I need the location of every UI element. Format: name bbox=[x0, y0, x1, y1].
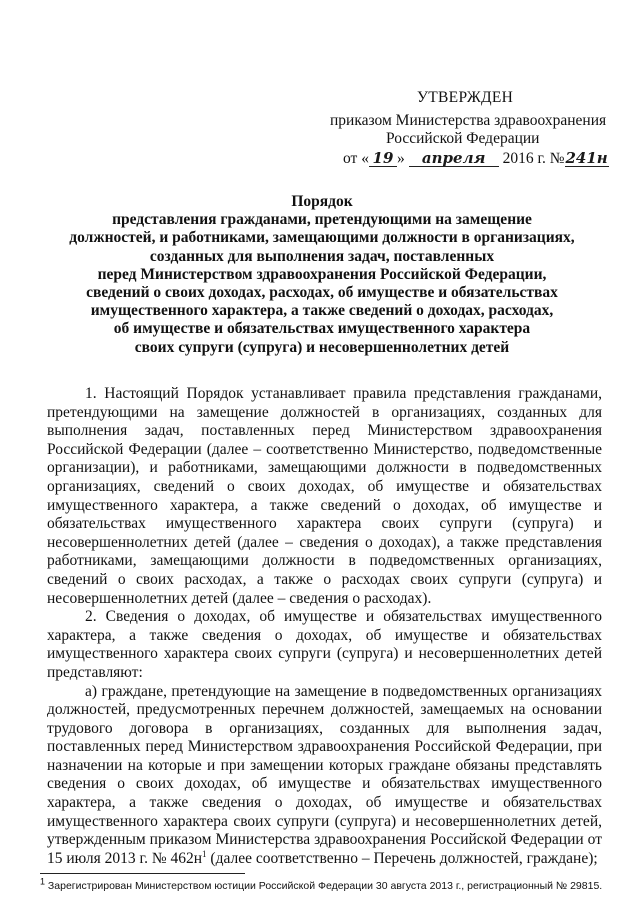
approval-order-line: приказом Министерства здравоохранения bbox=[330, 112, 607, 129]
document-body bbox=[47, 385, 602, 868]
title-line: представления гражданами, претендующими на замещение bbox=[112, 211, 532, 229]
approval-date-line bbox=[343, 149, 609, 168]
title-line: сведений о своих доходах, расходах, об имуществе и обязательствах bbox=[86, 284, 558, 302]
footnote-text: Зарегистрирован Министерством юстиции Российской Федерации 30 августа 2013 г., регистрационный № 29815. bbox=[45, 880, 603, 892]
handwritten-order-number: 241н bbox=[565, 149, 608, 167]
paragraph-1: 1. Настоящий Порядок устанавливает правила представления гражданами, претендующими на замещение должностей в организациях, созданных для выполнения задач, поставленных перед Министерством здравоохранения Российской Федерации (далее – соответственно Министерство, подведомственные организации), и работниками, замещающими должности в подведомственных организациях, сведений о своих доходах, об имуществе и обязательствах имущественного характера, а также сведений о доходах, об имуществе и обязательствах имущественного характера своих супруги (супруга) и несовершеннолетних детей (далее – сведения о доходах), а также представления работниками, замещающими должности в подведомственных организациях, сведений о своих расходах, а также о расходах своих супруги (супруга) и несовершеннолетних детей (далее – сведения о расходах). bbox=[47, 385, 602, 607]
paragraph-2: 2. Сведения о доходах, об имуществе и обязательствах имущественного характера, а также сведения о доходах, об имуществе и обязательствах имущественного характера своих супруги (супруга) и несовершеннолетних детей представляют: bbox=[47, 608, 602, 681]
year-text: 2016 г. № bbox=[502, 150, 565, 167]
footnote-reference: 1 bbox=[202, 848, 207, 859]
document-title bbox=[40, 193, 604, 357]
date-prefix: от « bbox=[343, 150, 369, 167]
title-line: перед Министерством здравоохранения Российской Федерации, bbox=[97, 265, 547, 283]
approved-heading: УТВЕРЖДЕН bbox=[417, 89, 514, 106]
paragraph-2a-text: а) граждане, претендующие на замещение в подведомственных организациях должностей, предусмотренных перечнем должностей, замещаемых на основании трудового договора в организациях, созданных для выполнения задач, поставленных перед Министерством здравоохранения Российской Федерации, при назначении на которые и при замещении которых граждане обязаны представлять сведения о своих доходах, об имуществе и обязательствах имущественного характера, а также сведения о доходах, об имуществе и обязательствах имущественного характера своих супруги (супруга) и несовершеннолетних детей, утвержденным приказом Министерства здравоохранения Российской Федерации от 15 июля 2013 г. № 462н bbox=[47, 682, 602, 867]
footnote-divider bbox=[40, 873, 245, 874]
footnote-mark: 1 bbox=[40, 876, 46, 887]
handwritten-month: апреля bbox=[409, 151, 499, 167]
date-mid: » bbox=[396, 150, 405, 167]
approval-federation-line: Российской Федерации bbox=[386, 130, 540, 147]
paragraph-2a-tail: (далее соответственно – Перечень должностей, граждане); bbox=[210, 849, 598, 867]
footnote bbox=[40, 876, 603, 893]
handwritten-day: 19 bbox=[369, 151, 397, 167]
title-heading: Порядок bbox=[291, 193, 353, 210]
title-line: об имуществе и обязательствах имущественного характера bbox=[113, 320, 531, 338]
title-line: созданных для выполнения задач, поставленных bbox=[149, 247, 495, 265]
paragraph-2a bbox=[47, 683, 602, 869]
title-line: должностей, и работниками, замещающими должности в организациях, bbox=[69, 229, 575, 247]
title-line: имущественного характера, а также сведений о доходах, расходах, bbox=[90, 302, 554, 320]
title-line: своих супруги (супруга) и несовершеннолетних детей bbox=[134, 338, 510, 356]
